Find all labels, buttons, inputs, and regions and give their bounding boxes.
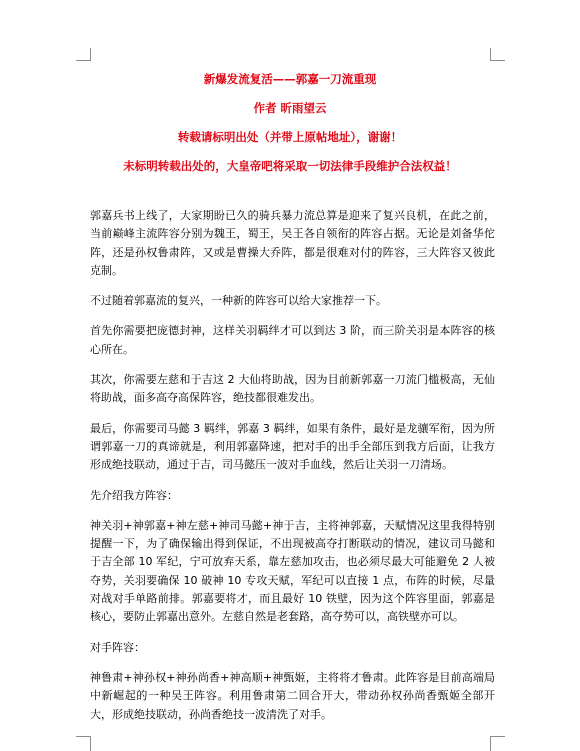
legal-notice: 未标明转载出处的，大皇帝吧将采取一切法律手段维护合法权益！ (123, 159, 457, 173)
author-line: 作者 昕雨望云 (253, 101, 327, 115)
paragraph-opponent-lineup: 神鲁肃+神孙权+神孙尚香+神高顺+神甄姬，主将将才鲁肃。此阵容是目前高端局中新崛起的一种吴王阵容。利用鲁肃第二回合开大，带动孙权孙尚香甄姬全部开大，形成绝技联动，孙尚香绝技一波清洗了对手。 (90, 670, 495, 721)
section-heading-own-lineup: 先介绍我方阵容： (90, 488, 178, 502)
crop-mark-bottom-right (490, 736, 505, 751)
section-heading-opponent-lineup: 对手阵容： (90, 640, 145, 654)
paragraph-intro: 郭嘉兵书上线了，大家期盼已久的骑兵暴力流总算是迎来了复兴良机，在此之前，当前巅峰主流阵容分别为魏王，蜀王，吴王各自领衔的阵容占据。无论是刘备华佗阵，还是孙权鲁肃阵，又或是曹操大乔阵，都是很难对付的阵容，三大阵容又彼此克制。 (90, 209, 495, 277)
paragraph-step-last: 最后，你需要司马懿 3 羁绊，郭嘉 3 羁绊，如果有条件，最好是龙骧军衔，因为所谓郭嘉一刀的真谛就是，利用郭嘉降速，把对手的出手全部压到我方后面，让我方形成绝技联动，通过于吉，司马懿压一波对手血线，然后让关羽一刀清场。 (90, 421, 495, 472)
paragraph-own-lineup: 神关羽+神郭嘉+神左慈+神司马懿+神于吉，主将神郭嘉，天赋情况这里我得特别提醒一下，为了确保输出得到保证，不出现被高夺打断联动的情况，建议司马懿和于吉全部 10 军纪，宁可放弃天系，靠左慈加攻击，也必须尽最大可能避免 2 人被夺势，关羽要确保 10 破神 10 专攻天赋，军纪可以直接 1 点，布阵的时候，尽量对战对手单路前排。郭嘉要将才，而且最好 10 铁壁，因为这个阵容里面，郭嘉是核心，要防止郭嘉出意外。左慈自然是老套路，高夺势可以，高铁壁亦可以。 (90, 518, 495, 624)
crop-mark-top-right (490, 48, 505, 61)
document-body (90, 207, 495, 736)
document-header (90, 72, 490, 188)
crop-mark-bottom-left (76, 736, 91, 751)
document-title: 新爆发流复活——郭嘉一刀流重现 (203, 72, 377, 86)
paragraph-step-first: 首先你需要把庞德封神，这样关羽羁绊才可以到达 3 阶，而三阶关羽是本阵容的核心所在。 (90, 324, 495, 356)
repost-notice: 转载请标明出处（并带上原帖地址），谢谢！ (177, 130, 403, 144)
paragraph-step-second: 其次，你需要左慈和于吉这 2 大仙将助战，因为目前新郭嘉一刀流门槛极高，无仙将助战，面多高夺高保阵容，绝技都很难发出。 (90, 373, 495, 405)
paragraph-recommend: 不过随着郭嘉流的复兴，一种新的阵容可以给大家推荐一下。 (90, 294, 387, 308)
crop-mark-top-left (76, 48, 91, 61)
